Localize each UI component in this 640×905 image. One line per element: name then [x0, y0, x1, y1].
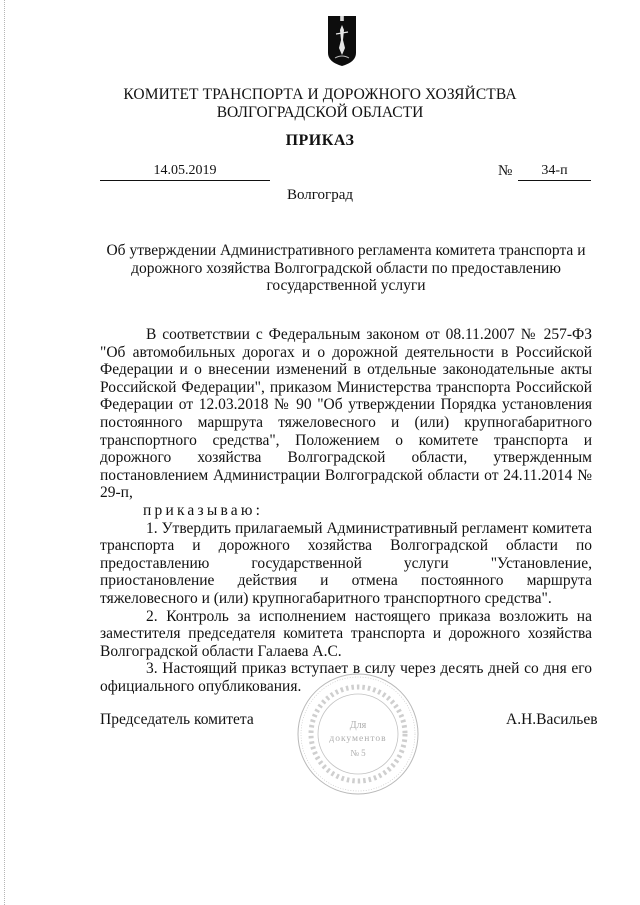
document-number: 34-п [518, 163, 591, 181]
signatory-name: А.Н.Васильев [506, 711, 598, 728]
order-item-2: 2. Контроль за исполнением настоящего приказа возложить на заместителя председателя комитета транспорта и дорожного хозяйства Волгоградской области Галаева А.С. [100, 607, 592, 660]
order-item-1: 1. Утвердить прилагаемый Административный регламент комитета транспорта и дорожного хозяйства Волгоградской области по предоставлению государственной услуги "Установление, приостановление действия и отмена постоянного маршрута тяжеловесного и (или) крупногабаритного транспортного средства". [100, 519, 592, 607]
stamp-inner-line1: Для [349, 720, 367, 731]
document-body [100, 326, 592, 695]
preamble-paragraph: В соответствии с Федеральным законом от 08.11.2007 № 257-ФЗ "Об автомобильных дорогах и о дорожной деятельности в Российской Федерации и о внесении изменений в отдельные законодательные акты Российской Федерации", приказом Министерства транспорта Российской Федерации от 12.03.2018 № 90 "Об утверждении Порядка установления постоянного маршрута тяжеловесного и (или) крупногабаритного транспортного средства", Положением о комитете транспорта и дорожного хозяйства Волгоградской области, утвержденным постановлением Администрации Волгоградской области от 24.11.2014 № 29-п, [100, 326, 592, 502]
stamp-inner-line3: № 5 [350, 748, 366, 758]
volgograd-coat-of-arms-icon [327, 15, 357, 67]
organization-name-line2: ВОЛГОГРАДСКОЙ ОБЛАСТИ [216, 104, 424, 121]
organization-name-line1: КОМИТЕТ ТРАНСПОРТА И ДОРОЖНОГО ХОЗЯЙСТВА [123, 86, 517, 103]
official-round-stamp-icon [296, 672, 420, 796]
number-sign: № [498, 163, 513, 179]
stamp-inner-line2: документов [329, 734, 387, 744]
order-word: приказываю: [143, 501, 264, 519]
document-type-title: ПРИКАЗ [285, 132, 355, 149]
document-subject: Об утверждении Административного регламента комитета транспорта и дорожного хозяйства Волгоградской области по предоставлению государственной услуги [106, 242, 586, 294]
signatory-position: Председатель комитета [100, 711, 254, 728]
document-date: 14.05.2019 [100, 163, 270, 181]
city-name: Волгоград [286, 187, 353, 203]
order-item-3: 3. Настоящий приказ вступает в силу через десять дней со дня его официального опубликования. [100, 660, 592, 695]
